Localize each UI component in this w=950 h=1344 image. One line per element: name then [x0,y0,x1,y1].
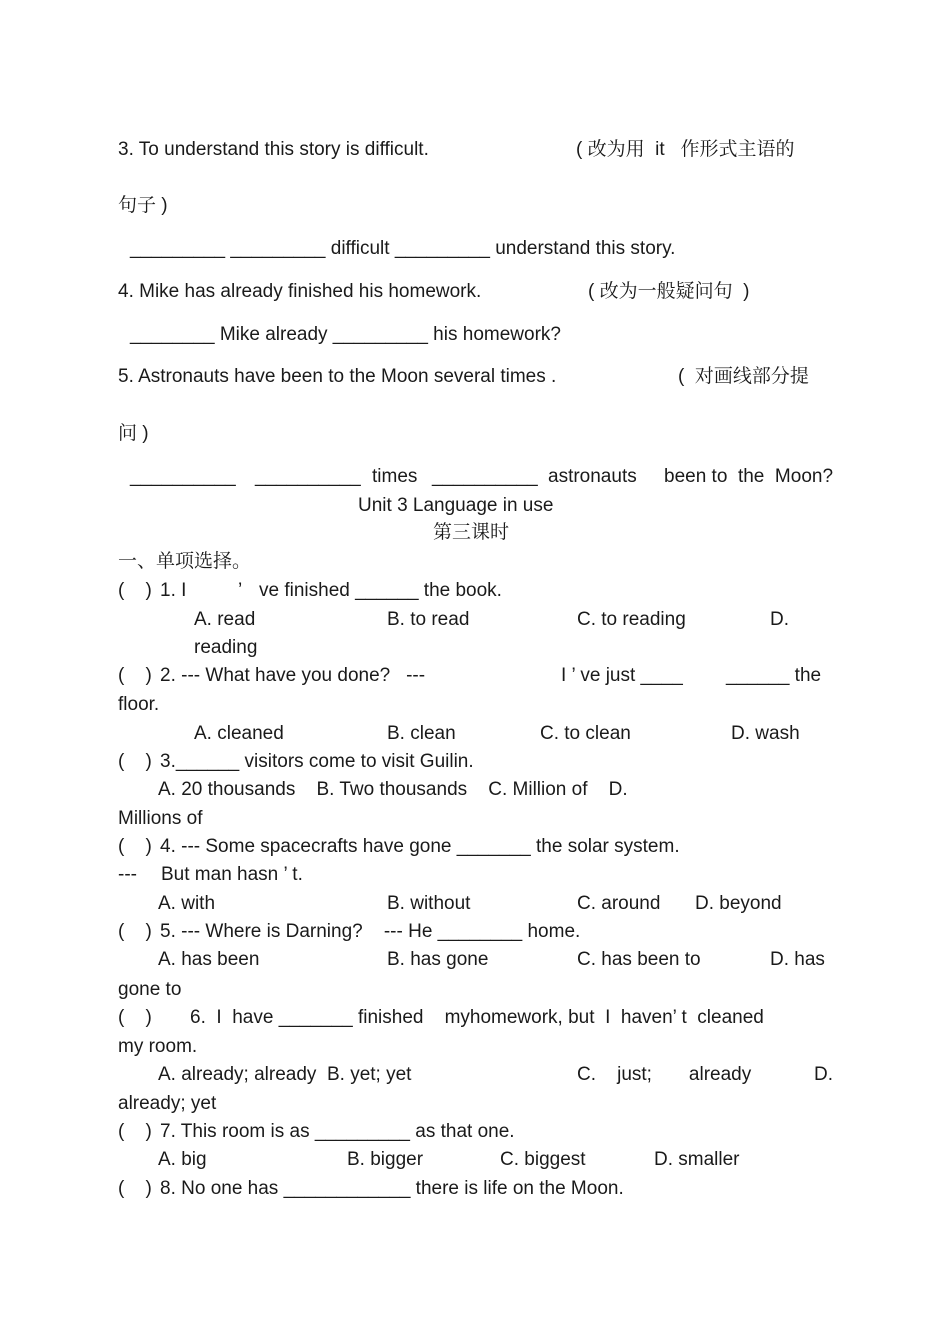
q1-stem-c: ve finished ______ the book. [259,580,502,601]
q5-option-a: A. has been [158,949,260,970]
q1-stem-b: ’ [238,580,243,601]
q7-paren: ( ) [118,1121,152,1142]
q7-option-a: A. big [158,1149,207,1170]
q5-blank-1: __________ [130,466,236,487]
q4-hint: ( 改为一般疑问句 ) [588,281,750,302]
q2-option-d: D. wash [731,723,800,744]
q4-reply: But man hasn ’ t. [161,864,303,885]
q8-paren: ( ) [118,1178,152,1199]
unit-title: Unit 3 Language in use [358,495,554,516]
q3-answer-line: _________ _________ difficult _________ understand this story. [130,238,676,259]
q2-stem-b: I ’ ve just ____ [561,665,683,686]
q1-option-b: B. to read [387,609,470,630]
q6-stem: 6. I have _______ finished myhomework, but I haven’ t cleaned [190,1007,764,1028]
q5-option-d: D. has [770,949,825,970]
q7-option-c: C. biggest [500,1149,586,1170]
q3-hint: ( 改为用 it 作形式主语的 [576,139,795,160]
q5-hint: ( 对画线部分提 [678,366,809,387]
section-title: 一、单项选择。 [118,551,252,572]
q3-options: A. 20 thousands B. Two thousands C. Million of D. [158,779,628,800]
q3-option-d-cont: Millions of [118,808,203,829]
q4-option-c: C. around [577,893,661,914]
q7-option-b: B. bigger [347,1149,424,1170]
q6-option-c: C. just; already [577,1064,752,1085]
q3-stem: 3.______ visitors come to visit Guilin. [160,751,474,772]
q2-option-a: A. cleaned [194,723,284,744]
q5-option-d-cont: gone to [118,979,182,1000]
q3-hint-cont: 句子 ) [118,195,168,216]
q2-stem-cont: floor. [118,694,160,715]
q5-hint-cont: 问 ) [118,423,149,444]
q6-options-ab: A. already; already B. yet; yet [158,1064,412,1085]
q2-option-c: C. to clean [540,723,631,744]
q5-stem: 5. --- Where is Darning? --- He ________ home. [160,921,581,942]
q6-paren: ( ) [118,1007,152,1028]
q2-option-b: B. clean [387,723,456,744]
q5-option-c: C. has been to [577,949,701,970]
q7-option-d: D. smaller [654,1149,740,1170]
q2-stem-a: 2. --- What have you done? --- [160,665,426,686]
q2-paren: ( ) [118,665,152,686]
q6-stem-cont: my room. [118,1036,198,1057]
q5-word-been: been to the Moon? [664,466,834,487]
q4-sentence: 4. Mike has already finished his homework. [118,281,482,302]
q7-stem: 7. This room is as _________ as that one. [160,1121,515,1142]
q5-blank-3: __________ [432,466,538,487]
q4-option-b: B. without [387,893,471,914]
q8-stem: 8. No one has ____________ there is life on the Moon. [160,1178,624,1199]
q3-sentence: 3. To understand this story is difficult. [118,139,429,160]
q6-option-d: D. [814,1064,833,1085]
q4-reply-dash: --- [118,864,137,885]
q4-option-a: A. with [158,893,216,914]
lesson-title: 第三课时 [433,522,510,543]
q5-option-b: B. has gone [387,949,489,970]
q4-paren: ( ) [118,836,152,857]
q4-option-d: D. beyond [695,893,782,914]
q1-option-d: D. [770,609,789,630]
q1-stem-a: 1. I [160,580,187,601]
q2-stem-c: ______ the [726,665,822,686]
q5-word-astronauts: astronauts [548,466,637,487]
q3-paren: ( ) [118,751,152,772]
q1-paren: ( ) [118,580,152,601]
q5-blank-2: __________ [255,466,361,487]
q1-option-a: A. read [194,609,256,630]
q4-stem: 4. --- Some spacecrafts have gone _______ the solar system. [160,836,680,857]
q4-answer-line: ________ Mike already _________ his homework? [130,324,561,345]
q1-option-c: C. to reading [577,609,686,630]
q5-paren: ( ) [118,921,152,942]
q5-sentence: 5. Astronauts have been to the Moon several times . [118,366,557,387]
q1-option-d-cont: reading [194,637,258,658]
q6-option-d-cont: already; yet [118,1093,217,1114]
q5-word-times: times [372,466,418,487]
